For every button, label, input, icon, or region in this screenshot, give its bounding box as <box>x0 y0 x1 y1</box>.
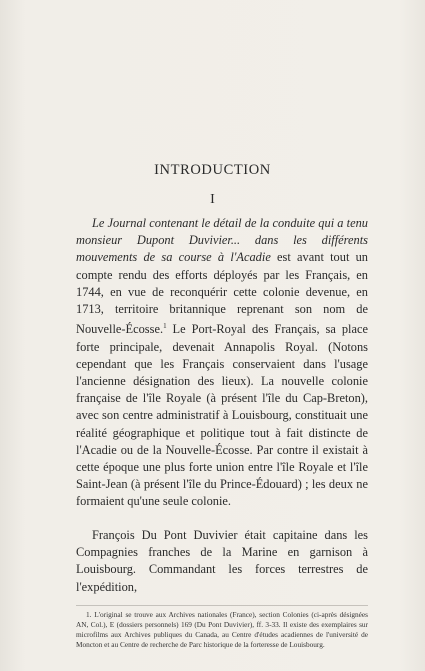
paragraph-2-text: François Du Pont Duvivier était capitaine dans les Compagnies franches de la Marine en garnison à Louisbourg. Commandant les forces terrestres de l'expédition, <box>76 528 368 594</box>
page-heading: INTRODUCTION <box>154 162 271 178</box>
footnote-reference[interactable]: 1 <box>163 322 167 331</box>
footnote-divider <box>76 605 368 606</box>
journal-title: Le Journal contenant le détail de la conduite qui a tenu monsieur Dupont Duvivier... dans les différents mouvements de sa course à l'Acadie <box>76 216 368 265</box>
paragraph-1-text-a: est avant tout un compte rendu des efforts déployés par les Français, en 1744, en vue de reconquérir cette colonie devenue, en 1713, territoire britannique reprenant son nom de Nouvelle-Écosse. <box>76 250 369 337</box>
footnote <box>76 610 368 650</box>
section-numeral: I <box>210 192 215 207</box>
paragraph-1 <box>76 215 368 511</box>
paragraph-1-text-b: Le Port-Royal des Français, sa place forte principale, devenait Annapolis Royal. (Notons cependant que les Français conservaient dans l'usage l'ancienne désignation des lieux). La nouvelle colonie française de l'île Royale (à présent l'île du Cap-Breton), avec son centre administratif à Louisbourg, constituait une réalité géographique et politique tout à fait distincte de l'Acadie ou de la Nouvelle-Écosse. Par contre il existait à cette époque une plus forte union entre l'île Royale et l'île Saint-Jean (à présent l'île du Prince-Édouard) ; les deux ne formaient qu'une seule colonie. <box>76 322 368 509</box>
paragraph-2 <box>76 527 368 596</box>
footnote-text: 1. L'original se trouve aux Archives nationales (France), section Colonies (ci-après désignées AN, Col.), E (dossiers personnels) 169 (Du Pont Duvivier), ff. 3-33. Il existe des exemplaires sur microfilms aux Archives publiques du Canada, au Centre d'études acadiennes de l'université de Moncton et au Centre de recherche de Parc historique de la forteresse de Louisbourg. <box>76 610 368 649</box>
